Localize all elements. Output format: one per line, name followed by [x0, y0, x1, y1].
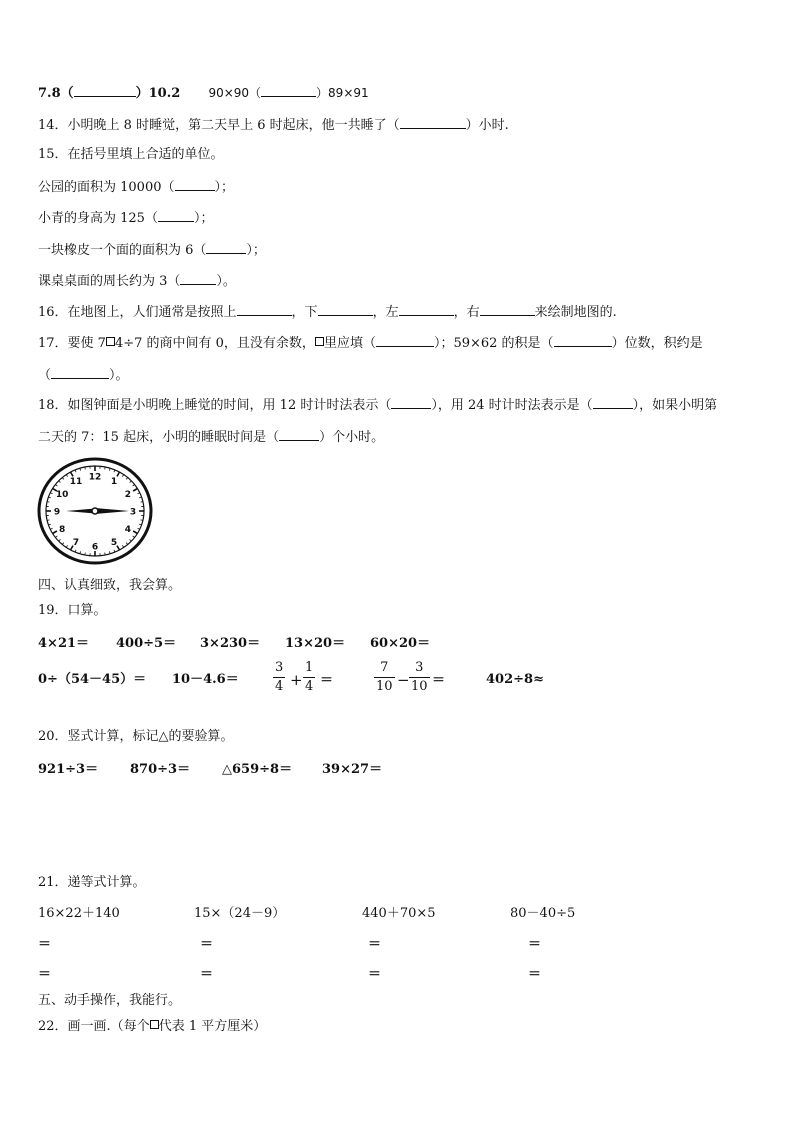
equals-sign: ＝ — [432, 673, 446, 688]
fraction — [303, 659, 315, 696]
q17-text: ）。 — [109, 368, 129, 383]
fraction-numerator: 1 — [303, 659, 315, 678]
q17-text: 里应填（ — [323, 336, 376, 351]
clock-tick — [47, 520, 49, 521]
q17-text: 17．要使 7 — [38, 336, 106, 351]
oral-calc-item: 3×230＝ — [200, 636, 261, 651]
section-4-title: 四、认真细致，我会算。 — [38, 578, 182, 593]
fraction-denominator: 10 — [411, 679, 428, 694]
answer-blank[interactable] — [180, 272, 216, 285]
clock-number: 6 — [91, 542, 99, 553]
oral-calc-item: 4×21＝ — [38, 636, 90, 651]
q16-text: 来绘制地图的. — [534, 305, 617, 320]
step-calc-item: 80－40÷5 — [510, 906, 576, 921]
clock-number: 9 — [53, 507, 61, 518]
fraction-denominator: 4 — [275, 679, 284, 694]
compare-right-text: 90×90（ — [208, 86, 262, 100]
q22-text: 代表 1 平方厘米） — [158, 1019, 267, 1034]
q15-item-text: 小青的身高为 125（ — [38, 211, 158, 226]
compare-row — [38, 84, 369, 102]
clock-number: 7 — [72, 537, 80, 548]
q16-text: ，左 — [372, 305, 399, 320]
question-14 — [38, 116, 509, 134]
fraction-denominator: 4 — [305, 679, 314, 694]
oral-calc-item: 13×20＝ — [285, 636, 346, 651]
square-box-icon — [106, 337, 115, 346]
clock-center — [92, 508, 98, 514]
clock-number: 1 — [110, 477, 118, 488]
answer-blank[interactable] — [158, 209, 194, 222]
equals-sign: ＝ — [200, 967, 214, 982]
answer-blank[interactable] — [206, 241, 246, 254]
q15-item-text-end: ）。 — [216, 274, 236, 289]
equals-sign: ＝ — [528, 937, 542, 952]
answer-blank[interactable] — [237, 303, 292, 316]
q18-text: ）个小时。 — [319, 430, 385, 445]
q15-item-text: 公园的面积为 10000（ — [38, 180, 175, 195]
equals-sign: ＝ — [368, 967, 382, 982]
clock-number: 2 — [124, 490, 132, 500]
q14-text-end: ）小时. — [465, 118, 509, 133]
section-5-title: 五、动手操作，我能行。 — [38, 993, 182, 1008]
equals-sign: ＝ — [38, 937, 52, 952]
q15-item-text: 课桌桌面的周长约为 3（ — [38, 274, 181, 289]
q15-item-text-end: ）； — [214, 180, 235, 195]
q17-text: （ — [38, 368, 52, 383]
equals-sign: ＝ — [38, 967, 52, 982]
q15-item — [38, 178, 234, 196]
compare-right-text-end: ）89×91 — [316, 86, 369, 100]
clock-number: 4 — [124, 525, 132, 535]
q16-text: ，右 — [453, 305, 480, 320]
clock-tick — [85, 467, 86, 469]
question-21-title: 21．递等式计算。 — [38, 875, 146, 890]
step-calc-item: 440＋70×5 — [362, 906, 436, 921]
q17-text: 4÷7 的商中间有 0，且没有余数， — [114, 336, 315, 351]
fraction-numerator: 3 — [273, 659, 285, 678]
q14-text: 14．小明晚上 8 时睡觉，第二天早上 6 时起床，他一共睡了（ — [38, 118, 400, 133]
clock-number: 12 — [88, 472, 102, 483]
answer-blank[interactable] — [318, 303, 373, 316]
oral-calc-item: 0÷（54－45）＝ — [38, 672, 147, 687]
fraction — [374, 659, 395, 696]
q18-text: 18．如图钟面是小明晚上睡觉的时间，用 12 时计时法表示（ — [38, 398, 392, 413]
answer-blank[interactable] — [391, 396, 431, 409]
question-17 — [38, 334, 703, 352]
square-box-icon — [315, 337, 324, 346]
q15-item-text-end: ）； — [193, 211, 214, 226]
question-15-title: 15．在括号里填上合适的单位。 — [38, 147, 224, 162]
fraction — [273, 659, 285, 696]
q16-text: 16．在地图上，人们通常是按照上 — [38, 305, 237, 320]
clock-number: 8 — [58, 525, 66, 535]
oral-calc-item: 60×20＝ — [370, 636, 431, 651]
answer-blank[interactable] — [51, 366, 109, 379]
q17-text: ）位数，积约是 — [611, 336, 703, 351]
question-18-cont — [38, 428, 384, 446]
clock-tick — [85, 553, 86, 555]
clock-tick — [140, 502, 142, 503]
clock-number: 5 — [110, 537, 118, 548]
q17-text: ）；59×62 的积是（ — [433, 336, 554, 351]
clock-tick — [47, 502, 49, 503]
answer-blank[interactable] — [74, 84, 136, 97]
vertical-calc-item: 39×27＝ — [322, 762, 383, 777]
answer-blank[interactable] — [261, 84, 316, 97]
step-calc-item: 15×（24－9） — [194, 906, 286, 921]
fraction — [409, 659, 430, 696]
question-19-title: 19．口算。 — [38, 603, 107, 618]
question-17-cont — [38, 366, 129, 384]
question-18 — [38, 396, 717, 414]
question-20-title: 20．竖式计算，标记△的要验算。 — [38, 729, 234, 744]
compare-left-text: 7.8（ — [38, 86, 74, 101]
vertical-calc-item: 870÷3＝ — [130, 762, 191, 777]
vertical-calc-item: △659÷8＝ — [222, 762, 293, 777]
square-box-icon — [150, 1020, 159, 1029]
q18-text: ），用 24 时计时法表示是（ — [431, 398, 593, 413]
answer-blank[interactable] — [554, 334, 612, 347]
q18-text: 二天的 7：15 起床，小明的睡眠时间是（ — [38, 430, 280, 445]
minus-operator: − — [397, 671, 410, 689]
compare-left-text-end: ）10.2 — [135, 86, 181, 101]
q16-text: ，下 — [291, 305, 318, 320]
clock-number: 10 — [55, 490, 69, 500]
fraction-numerator: 7 — [374, 659, 395, 678]
answer-blank[interactable] — [175, 178, 215, 191]
q15-item-text: 一块橡皮一个面的面积为 6（ — [38, 243, 207, 258]
oral-calc-item: 400÷5＝ — [116, 636, 177, 651]
answer-blank[interactable] — [400, 116, 466, 129]
question-16 — [38, 303, 617, 321]
answer-blank[interactable] — [480, 303, 535, 316]
equals-sign: ＝ — [320, 673, 334, 688]
fraction-denominator: 10 — [376, 679, 393, 694]
clock-tick — [105, 553, 106, 555]
clock-number: 11 — [69, 477, 83, 488]
oral-calc-item: 402÷8≈ — [486, 672, 544, 687]
fraction-numerator: 3 — [409, 659, 430, 678]
plus-operator: + — [290, 671, 303, 689]
equals-sign: ＝ — [528, 967, 542, 982]
answer-blank[interactable] — [279, 428, 319, 441]
q15-item — [38, 241, 266, 259]
q18-text: ），如果小明第 — [632, 398, 718, 413]
clock-number: 3 — [129, 507, 137, 518]
q15-item-text-end: ）； — [246, 243, 266, 258]
answer-blank[interactable] — [593, 396, 633, 409]
equals-sign: ＝ — [368, 937, 382, 952]
answer-blank[interactable] — [399, 303, 454, 316]
step-calc-item: 16×22＋140 — [38, 906, 120, 921]
clock-tick — [105, 467, 106, 469]
answer-blank[interactable] — [376, 334, 434, 347]
clock-face — [36, 456, 154, 566]
vertical-calc-item: 921÷3＝ — [38, 762, 99, 777]
question-22 — [38, 1019, 266, 1035]
q22-text: 22．画一画.（每个 — [38, 1019, 150, 1034]
oral-calc-item: 10－4.6＝ — [172, 672, 239, 687]
q15-item — [38, 209, 213, 227]
equals-sign: ＝ — [200, 937, 214, 952]
q15-item — [38, 272, 236, 290]
clock-tick — [140, 520, 142, 521]
